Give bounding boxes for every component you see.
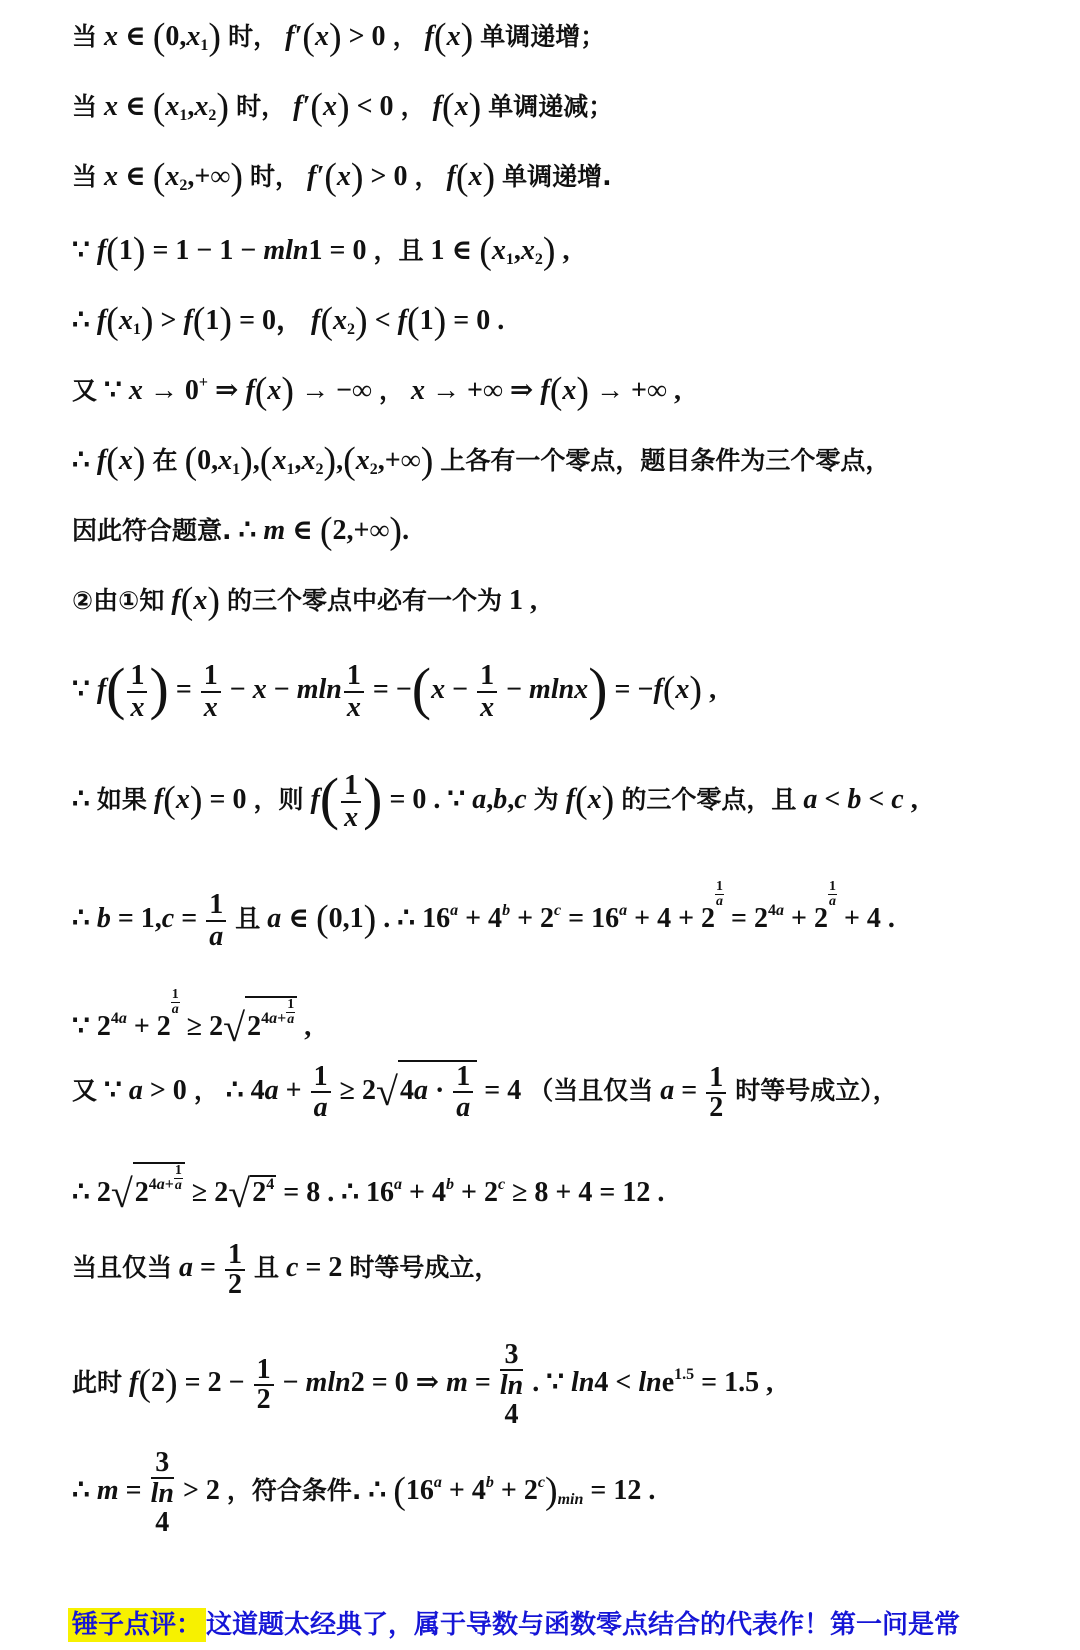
text: 又 — [72, 376, 98, 405]
line-17: 此时 f(2) = 2 − 1 2 − mln2 = 0 ⇒ m = 3 ln 4 . ∵ ln4 < lne$^{1.5}$ = 1.5 , — [72, 1339, 774, 1430]
line-12: ∴ b = 1,c = $\frac{1}{a}$ 且 a ∈ (0,1) . ∴ $16^a + 4^b + 2^c = 16^a + 4 + 2$ $\frac{1}{a}$ = $2^{4a} + 2$ $\frac{1}{a}$ + 4 . — [72, 879, 895, 952]
text: 当 — [72, 22, 98, 51]
text: ，且 — [373, 236, 424, 265]
text: 单调递增. — [502, 162, 612, 191]
line-15: ∴ $2√2^{4a+ \frac{1}{a}}$ ≥ $2√2^4 = 8$ . ∴ $16^a + 4^b + 2^c \ge 8 + 4 = 12$ . — [72, 1163, 665, 1216]
line-13: ∵ $2^{4a} + 2$ $\frac{1}{a}$ ≥ $2√2^{4a+ \frac{1}{a}}$ , — [72, 987, 312, 1050]
line-16: 当且仅当 a = 1 2 且 c = 2 时等号成立， — [72, 1239, 500, 1301]
line-9: ②由①知 f(x) 的三个零点中必有一个为 1 , — [72, 580, 537, 622]
text: 当 — [72, 162, 98, 191]
line-8: 因此符合题意. ∴ m ∈ (2,+∞). — [72, 510, 410, 552]
line-4: ∵ f(1) = 1 − 1 − mln1 = 0 ，且 1 ∈ $(x_1,x_2)$ , — [72, 230, 570, 272]
text: 此时 — [72, 1367, 123, 1397]
text: ， — [392, 22, 418, 51]
text: 因此符合题意. — [72, 516, 232, 545]
text: ， — [379, 376, 405, 405]
line-14: 又 ∵ a > 0 ， ∴ 4a + $\frac{1}{a}$ ≥ 2√4a · $\frac{1}{a}$ = 4 （当且仅当 a = 1 2 时等号成立）， — [72, 1061, 898, 1124]
text: 当且仅当 — [72, 1253, 173, 1283]
commentary-line — [68, 1604, 960, 1641]
text: 且 — [253, 1253, 279, 1283]
text: ，符合条件. — [226, 1475, 362, 1505]
text: 的三个零点中必有一个为 — [226, 586, 502, 615]
line-6: 又 ∵ x → 0+ ⇒ f(x) → −∞ ， x → +∞ ⇒ f(x) → +∞ , — [72, 370, 681, 412]
line-5: ∴ $f(x_1) > f(1) = 0$， $f(x_2) < f(1) = 0$ . — [72, 300, 505, 342]
text: ②由①知 — [72, 586, 165, 615]
text: ， — [193, 1075, 219, 1105]
text: 上各有一个零点，题目条件为三个零点， — [440, 446, 891, 475]
text: 为 — [533, 785, 559, 814]
text: ， — [414, 162, 440, 191]
text: 当 — [72, 92, 98, 121]
line-11: ∴ 如果 f(x) = 0 ，则 f( $\frac{1}{x}$ ) = 0 . ∵ a,b,c 为 f(x) 的三个零点，且 a < b < c , — [72, 766, 918, 833]
line-18: ∴ m = 3 ln 4 > 2 ，符合条件. ∴ $(16^a + 4^b + 2^c)_{min} = 12$ . — [72, 1447, 656, 1538]
line-10: ∵ f( $\frac{1}{x}$ ) = $\frac{1}{x}$ − x − mln $\frac{1}{x}$ = −(x − $\frac{1}{x}$ − mlnx) = −f(x) , — [72, 656, 717, 723]
line-2: 当 x ∈ $(x_1,x_2)$ 时， f′(x) < 0 ， f(x) 单调递减； — [72, 86, 614, 128]
text: 时等号成立， — [349, 1253, 500, 1283]
text: 时， — [236, 92, 287, 121]
text: ， — [400, 92, 426, 121]
text: 在 — [152, 446, 178, 475]
text: 的三个零点，且 — [621, 785, 797, 814]
text: 时， — [228, 22, 279, 51]
commentary-label: 锤子点评： — [68, 1608, 206, 1642]
text: 如果 — [96, 785, 147, 814]
text: 且 — [235, 904, 261, 933]
line-1: 当 x ∈ $(0,x_1)$ 时， f′(x) > 0 ， f(x) 单调递增； — [72, 16, 606, 58]
text: 时， — [249, 162, 300, 191]
line-3: 当 x ∈ $(x_2,+\infty)$ 时， f′(x) > 0 ， f(x) 单调递增. — [72, 156, 612, 198]
text: （当且仅当 — [528, 1075, 654, 1105]
text: 单调递减； — [488, 92, 614, 121]
text: 又 — [72, 1075, 98, 1105]
line-7: ∴ f(x) 在 $(0,x_1),(x_1,x_2),(x_2,+\infty)$ 上各有一个零点，题目条件为三个零点， — [72, 440, 891, 482]
text: ，则 — [253, 785, 304, 814]
text: 单调递增； — [480, 22, 606, 51]
commentary-text: 这道题太经典了，属于导数与函数零点结合的代表作！第一问是常 — [206, 1610, 961, 1640]
text: 时等号成立）， — [735, 1075, 898, 1105]
